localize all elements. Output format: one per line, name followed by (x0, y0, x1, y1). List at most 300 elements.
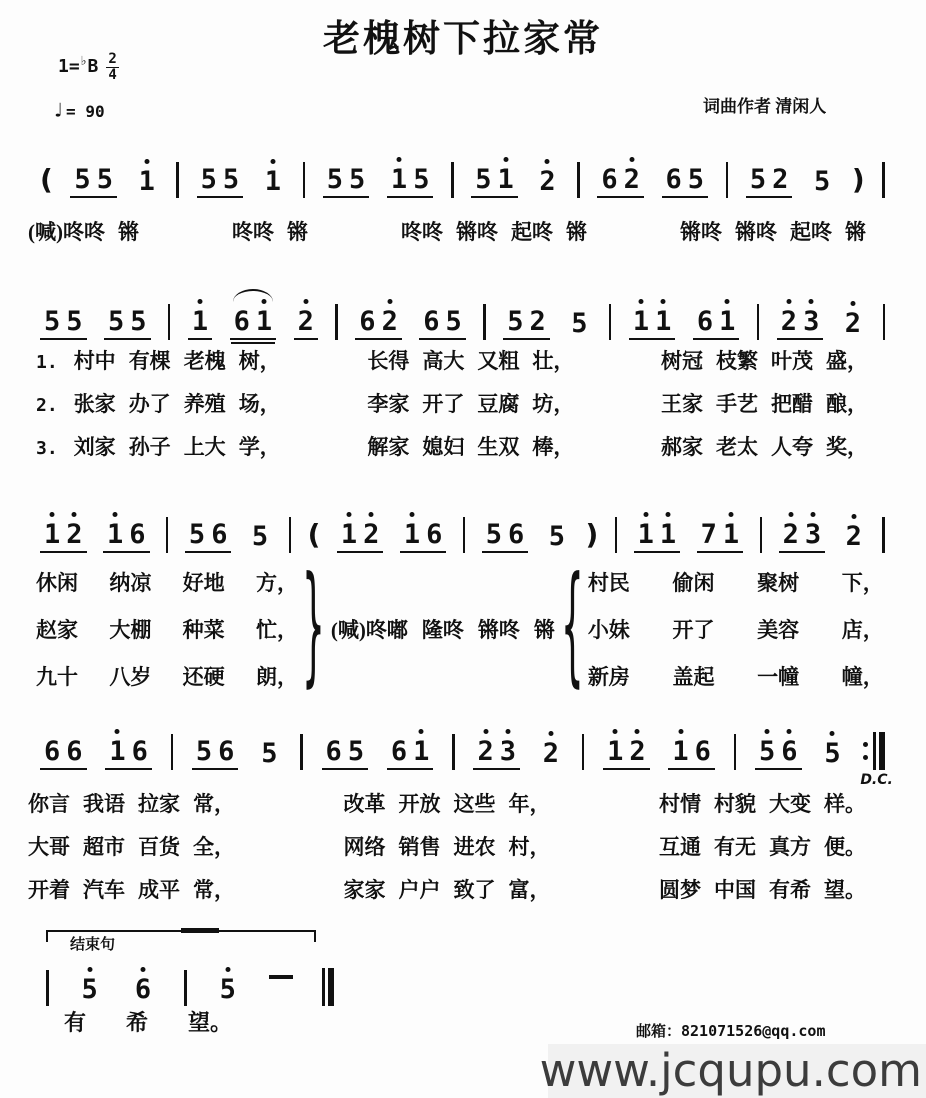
lyric-group: 锵 (533, 618, 555, 642)
lyric-group: 刘家 (73, 435, 116, 459)
note-group (104, 308, 151, 340)
lyric-group: 开了 (422, 392, 465, 416)
note: 6 (325, 736, 342, 767)
lyric-group: 有棵 (128, 349, 171, 373)
coda-bracket (46, 930, 316, 953)
note: 6 (696, 306, 714, 337)
note: 1 (104, 521, 126, 548)
note: 6 (211, 519, 228, 550)
note-group (387, 738, 434, 770)
note: 1 (338, 521, 360, 548)
lyric-group: 一幢 (757, 665, 800, 689)
lyric-group: 锵咚 (680, 220, 722, 244)
note: 2 (780, 521, 802, 548)
lyric-group: 好地 (182, 571, 225, 595)
note: 1 (410, 738, 432, 765)
lyric-phrase (588, 661, 884, 691)
lyric-group: 孙子 (128, 435, 171, 459)
lyric-group: 偷闲 (672, 571, 715, 595)
note: 5 (44, 306, 61, 337)
note: 6 (233, 306, 250, 337)
lyric-phrase (367, 345, 574, 375)
lyric-group: 休闲 (36, 571, 78, 595)
note-group (634, 521, 681, 553)
verse-1 (36, 345, 868, 375)
note: 5 (507, 306, 524, 337)
barline (171, 734, 174, 770)
time-denominator: 4 (108, 66, 117, 83)
verse-phrases (74, 388, 868, 418)
barline (451, 162, 454, 198)
lyric-phrase (36, 567, 298, 597)
note-group (693, 308, 740, 340)
note: 1 (401, 521, 423, 548)
lyric-group: 把醋 (771, 392, 813, 416)
octave-dot (72, 512, 77, 517)
note: 5 (107, 306, 125, 337)
lyric-phrase (28, 788, 235, 818)
dc-marking: D.C. (860, 772, 893, 788)
lyric-phrase (588, 614, 884, 644)
lyric-group: 九十 (36, 665, 78, 689)
note: 1 (253, 308, 275, 335)
note-group (419, 308, 466, 340)
barline (46, 970, 49, 1006)
lyric-group: 人夸 (771, 435, 813, 459)
note: 5 (813, 166, 831, 197)
quarter-note-icon: ♩ (52, 98, 65, 122)
octave-dot (787, 729, 792, 734)
note: 2 (63, 521, 85, 548)
barline (882, 517, 885, 553)
site-watermark: www.jcqupu.com (539, 1044, 922, 1097)
lyric-group: 村貌 (714, 792, 756, 816)
lyric-group: 村民 (587, 571, 630, 595)
octave-dot (639, 299, 644, 304)
note: 6 (601, 164, 618, 195)
lyric-group: 大变 (769, 792, 811, 816)
lyric-phrase (661, 388, 868, 418)
lyric-phrase (74, 345, 281, 375)
note: 6 (131, 736, 148, 767)
lyric-group: 我语 (83, 792, 125, 816)
octave-dot (725, 299, 730, 304)
lyric-phrase (36, 614, 298, 644)
repeat-sign (860, 732, 893, 788)
lyric-group: 开放 (398, 792, 441, 816)
note: 1 (262, 168, 284, 195)
lyric-group: 家家 (343, 878, 386, 902)
note-group (387, 166, 434, 198)
parenthesis: ) (851, 163, 865, 196)
octave-dot (666, 512, 671, 517)
lyric-group: 这些 (453, 792, 496, 816)
note: 2 (360, 521, 382, 548)
octave-dot (113, 512, 118, 517)
lyric-group: 幢， (841, 665, 884, 689)
note: 1 (136, 168, 158, 195)
note: 2 (626, 738, 648, 765)
lyric-group: 有无 (714, 835, 756, 859)
note: 1 (657, 521, 679, 548)
note-group (323, 166, 370, 198)
right-brace-icon: } (302, 553, 325, 701)
barline (582, 734, 585, 770)
repeat-bar-thin (873, 732, 876, 770)
middle-lyric-block (36, 553, 904, 701)
note-group (248, 523, 272, 553)
lyric-group: 真方 (769, 835, 811, 859)
barline (166, 517, 169, 553)
lyric-phrase (680, 216, 866, 246)
note-group (185, 521, 232, 553)
repeat-bar-thick (879, 732, 885, 770)
barline (463, 517, 466, 553)
note: 1 (669, 738, 691, 765)
lyric-group: 起咚 (511, 220, 553, 244)
note-group (261, 168, 285, 198)
key-signature (58, 52, 119, 82)
lyric-group: 互通 (659, 835, 701, 859)
octave-dot (548, 731, 553, 736)
lyric-group: 八岁 (109, 665, 152, 689)
note: 5 (130, 306, 147, 337)
note-group (70, 166, 117, 198)
verse-number: 3. (36, 438, 58, 459)
repeat-dots (863, 742, 868, 760)
barline (303, 162, 306, 198)
note-group (40, 738, 87, 770)
lyric-group: 枝繁 (716, 349, 758, 373)
note-group (746, 166, 793, 198)
note-group (777, 308, 824, 340)
note: 6 (132, 976, 154, 1003)
lyric-group: 树冠 (661, 349, 703, 373)
note-group (503, 308, 550, 340)
octave-dot (225, 967, 230, 972)
note: 5 (756, 738, 778, 765)
music-line-2 (40, 292, 885, 340)
lyric-group: 李家 (367, 392, 410, 416)
note: 2 (536, 168, 558, 195)
lyric-group: 场， (238, 392, 281, 416)
octave-dot (613, 729, 618, 734)
octave-dot (303, 299, 308, 304)
lyric-group: 样。 (824, 792, 866, 816)
page-title: 老槐树下拉家常 (323, 19, 603, 60)
repeat-dot (863, 742, 868, 747)
note: 5 (571, 308, 588, 339)
note: 6 (423, 306, 440, 337)
barline (184, 970, 187, 1006)
note-group (78, 976, 102, 1006)
lyric-group: 郝家 (661, 435, 703, 459)
octave-dot (262, 299, 267, 304)
note: 5 (347, 736, 365, 767)
lyric-group: 年， (508, 792, 551, 816)
note-group (40, 521, 87, 553)
barline (483, 304, 486, 340)
note-group (135, 168, 159, 198)
lyric-phrase (367, 431, 574, 461)
lyric-group: 你言 (28, 792, 70, 816)
note: 1 (635, 521, 657, 548)
octave-dot (270, 159, 275, 164)
lyric-phrase (36, 661, 298, 691)
lyric-phrase (74, 431, 281, 461)
lyric-group: 锵 (566, 220, 587, 244)
note-group (629, 308, 676, 340)
note-group (230, 308, 277, 340)
lyric-phrase (661, 431, 868, 461)
lyric-group: 改革 (343, 792, 386, 816)
note: 5 (217, 976, 239, 1003)
note: 6 (694, 736, 711, 767)
lyric-group: 咚咚 (401, 220, 443, 244)
note-group (567, 310, 591, 340)
note: 1 (41, 521, 63, 548)
note: 5 (485, 519, 503, 550)
lyric-group: 还硬 (182, 665, 225, 689)
lyric-group: 解家 (367, 435, 410, 459)
time-numerator: 2 (108, 51, 117, 67)
lyric-group: 有希 (769, 878, 811, 902)
lyric-phrase (588, 567, 884, 597)
note: 7 (700, 519, 717, 550)
lyric-group: 锵 (845, 220, 866, 244)
note-group (131, 976, 155, 1006)
lyric-group: 开了 (672, 618, 715, 642)
note-group (841, 310, 865, 340)
lyric-group: 聚树 (757, 571, 800, 595)
note: 5 (66, 306, 83, 337)
note: 5 (74, 164, 91, 195)
verse-2 (36, 388, 868, 418)
octave-dot (786, 299, 791, 304)
octave-dot (198, 299, 203, 304)
right-lyric-column (588, 567, 884, 691)
note-group (842, 523, 866, 553)
note-group (257, 740, 281, 770)
octave-dot (810, 512, 815, 517)
music-line-4 (40, 722, 893, 788)
barline (760, 517, 763, 553)
lyric-group: 锵咚 (456, 220, 498, 244)
octave-dot (144, 159, 149, 164)
octave-dot (419, 729, 424, 734)
octave-dot (140, 967, 145, 972)
note-group (216, 976, 240, 1006)
bracket-mark (181, 928, 219, 933)
barline (883, 304, 886, 340)
lyric-group: 豆腐 (477, 392, 520, 416)
octave-dot (635, 729, 640, 734)
final-barline (322, 968, 334, 1006)
lyric-group: 常， (193, 792, 235, 816)
lyric-group: 开着 (28, 878, 70, 902)
note: 5 (79, 976, 101, 1003)
note: 6 (508, 519, 525, 550)
lyric-phrase (344, 831, 551, 861)
note: 6 (778, 738, 800, 765)
chant-lyrics-line-1 (28, 216, 866, 246)
time-signature (106, 52, 118, 82)
lyric-group: 中国 (714, 878, 756, 902)
parenthesis: ) (585, 518, 599, 551)
note: 5 (749, 164, 767, 195)
note-group (355, 308, 402, 340)
contact-email: 邮箱：821071526@qq.com (636, 1022, 826, 1040)
note-group (779, 521, 826, 553)
note: 6 (129, 519, 146, 550)
note-group (539, 740, 563, 770)
lyric-group: 方， (255, 571, 298, 595)
octave-dot (851, 514, 856, 519)
lyric-phrase (401, 216, 587, 246)
lyrics-line-4a (28, 788, 866, 818)
note: 1 (720, 521, 742, 548)
verse-phrases (74, 345, 868, 375)
note: 5 (349, 164, 366, 195)
note: 1 (716, 308, 738, 335)
barline (176, 162, 179, 198)
lyric-group: 锵 (287, 220, 308, 244)
lyric-group: 美容 (757, 618, 800, 642)
lyric-group: 村情 (659, 792, 701, 816)
tempo-marking (52, 98, 105, 122)
lyric-group: 坊， (532, 392, 575, 416)
lyric-group: 王家 (661, 392, 703, 416)
lyric-group: 办了 (128, 392, 171, 416)
note-group (482, 521, 529, 553)
note-group (188, 308, 212, 340)
lyric-group: 壮， (532, 349, 575, 373)
lyric-group: 叶茂 (771, 349, 813, 373)
octave-dot (409, 512, 414, 517)
note: 2 (772, 164, 789, 195)
note: 3 (800, 308, 822, 335)
note-group (668, 738, 715, 770)
parenthesis: ( (307, 518, 321, 551)
lyric-group: (喊)咚咚 (28, 220, 105, 244)
note-group (471, 166, 518, 198)
key-prefix: 1= (58, 56, 80, 78)
note: 6 (390, 736, 408, 767)
lyric-group: 希 (126, 1010, 149, 1035)
barline (609, 304, 612, 340)
verse-number: 1. (36, 352, 58, 373)
lyric-group: 大棚 (109, 618, 152, 642)
octave-dot (397, 157, 402, 162)
note: 2 (529, 306, 546, 337)
tempo-value: = 90 (66, 102, 105, 121)
note: 2 (778, 308, 800, 335)
note: 6 (359, 306, 376, 337)
lyric-group: 起咚 (790, 220, 832, 244)
lyric-group: 上大 (183, 435, 226, 459)
music-line-3 (40, 505, 885, 553)
octave-dot (643, 512, 648, 517)
lyric-phrase (367, 388, 574, 418)
lyric-group: 拉家 (138, 792, 180, 816)
note: 1 (604, 738, 626, 765)
note: 2 (379, 308, 401, 335)
lyric-group: 全， (193, 835, 235, 859)
lyric-group: 销售 (398, 835, 441, 859)
lyric-group: 百货 (138, 835, 180, 859)
note-group (337, 521, 384, 553)
left-lyric-column (36, 567, 298, 691)
lyric-group: 老槐 (183, 349, 226, 373)
note-group (294, 308, 318, 340)
lyric-group: 老太 (716, 435, 758, 459)
note: 1 (494, 166, 516, 193)
lyric-group: 棒， (532, 435, 575, 459)
lyric-phrase (232, 216, 308, 246)
note: 2 (842, 310, 864, 337)
octave-dot (765, 729, 770, 734)
note: 2 (474, 738, 496, 765)
coda-lyrics (64, 1006, 232, 1037)
note: 5 (687, 164, 705, 195)
lyric-group: 长得 (367, 349, 410, 373)
note: 5 (261, 738, 278, 769)
note-group (810, 168, 834, 198)
verse-number: 2. (36, 395, 58, 416)
left-brace-icon: { (560, 553, 584, 701)
octave-dot (809, 299, 814, 304)
note: 5 (222, 164, 240, 195)
lyric-group: 有 (64, 1010, 87, 1035)
octave-dot (850, 301, 855, 306)
note: 5 (195, 736, 213, 767)
lyric-group: 村中 (73, 349, 116, 373)
lyric-phrase (28, 874, 235, 904)
note: 2 (621, 166, 643, 193)
note: 2 (295, 308, 317, 335)
lyric-group: 盛， (826, 349, 868, 373)
lyric-group: 咚咚 (232, 220, 274, 244)
lyric-group: 高大 (422, 349, 465, 373)
note: 1 (189, 308, 211, 335)
barline (289, 517, 292, 553)
lyrics-line-4b (28, 831, 866, 861)
lyric-phrase (28, 831, 235, 861)
lyric-group: (喊)咚嘟 (330, 618, 408, 642)
note: 5 (326, 164, 344, 195)
lyric-group: 赵家 (36, 618, 78, 642)
note: 5 (96, 164, 113, 195)
lyric-phrase (659, 874, 866, 904)
octave-dot (678, 729, 683, 734)
barline (577, 162, 580, 198)
note: 1 (106, 738, 128, 765)
lyric-group: 生双 (477, 435, 520, 459)
note: 6 (44, 736, 61, 767)
barline (726, 162, 729, 198)
lyric-group: 奖， (826, 435, 868, 459)
octave-dot (830, 731, 835, 736)
lyric-group: 张家 (73, 392, 116, 416)
note: 6 (218, 736, 235, 767)
lyric-phrase (344, 788, 551, 818)
barline (757, 304, 760, 340)
note: 6 (66, 736, 83, 767)
octave-dot (788, 512, 793, 517)
lyric-group: 汽车 (83, 878, 125, 902)
lyrics-line-4c (28, 874, 866, 904)
lyric-group: 便。 (824, 835, 866, 859)
